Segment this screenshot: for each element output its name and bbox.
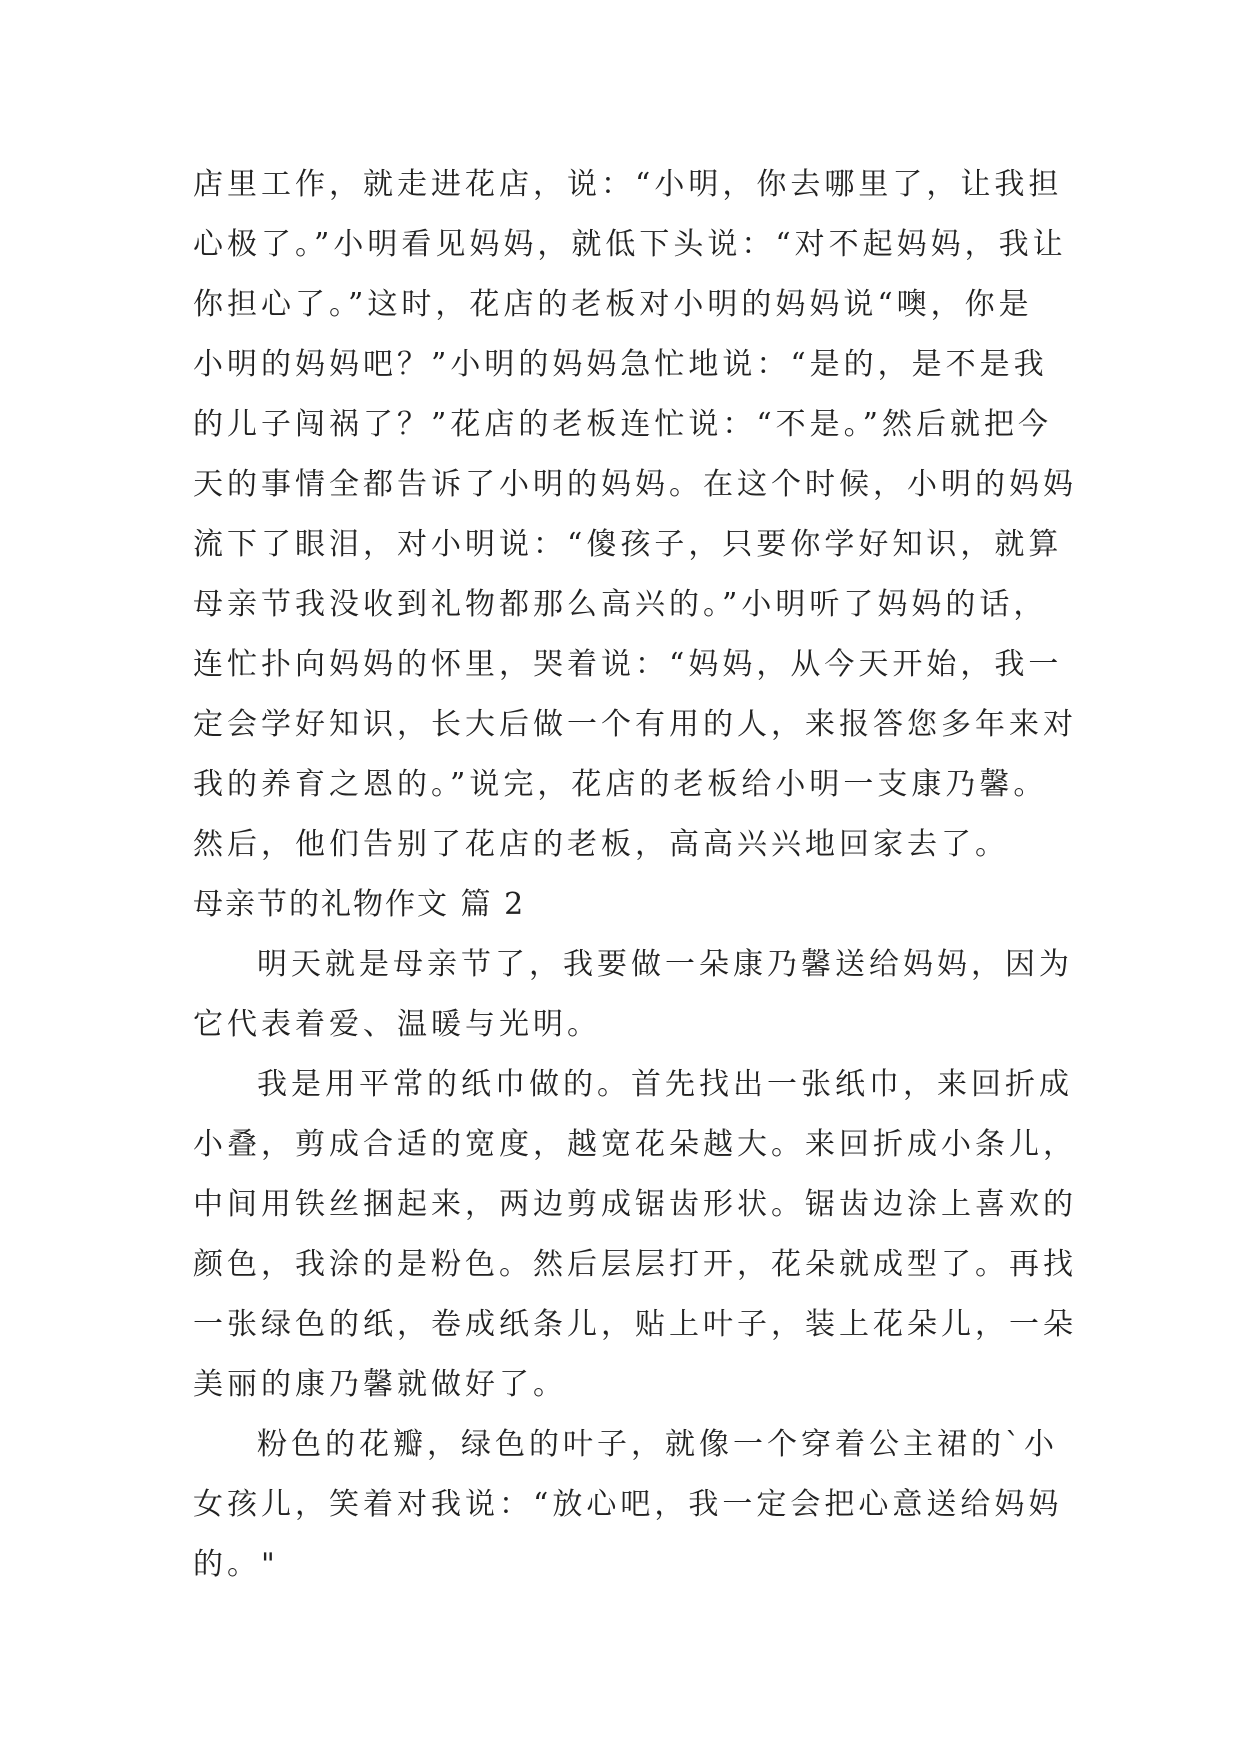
text-line: 中间用铁丝捆起来，两边剪成锯齿形状。锯齿边涂上喜欢的 <box>193 1187 1077 1222</box>
text-line: 我是用平常的纸巾做的。首先找出一张纸巾，来回折成 <box>257 1067 1073 1102</box>
text-line: 美丽的康乃馨就做好了。 <box>193 1367 567 1402</box>
text-line: 颜色，我涂的是粉色。然后层层打开，花朵就成型了。再找 <box>193 1247 1077 1282</box>
text-line: 流下了眼泪，对小明说：“傻孩子，只要你学好知识，就算 <box>193 527 1063 562</box>
paragraph-how-made <box>193 1055 1077 1415</box>
text-line: 的儿子闯祸了？”花店的老板连忙说：“不是。”然后就把今 <box>193 407 1053 442</box>
text-line: 连忙扑向妈妈的怀里，哭着说：“妈妈，从今天开始，我一 <box>193 647 1063 682</box>
paragraph-story-continuation <box>193 155 1077 875</box>
text-line: 粉色的花瓣，绿色的叶子，就像一个穿着公主裙的`小 <box>257 1427 1058 1462</box>
text-line: 天的事情全都告诉了小明的妈妈。在这个时候，小明的妈妈 <box>193 467 1077 502</box>
text-line: 它代表着爱、温暖与光明。 <box>193 1007 601 1042</box>
paragraph-description <box>193 1415 1063 1595</box>
text-line: 你担心了。”这时，花店的老板对小明的妈妈说“噢，你是 <box>193 287 1033 322</box>
text-line: 明天就是母亲节了，我要做一朵康乃馨送给妈妈，因为 <box>257 947 1073 982</box>
text-line: 心极了。”小明看见妈妈，就低下头说：“对不起妈妈，我让 <box>193 227 1067 262</box>
text-line: 的。" <box>193 1547 279 1582</box>
text-line: 一张绿色的纸，卷成纸条儿，贴上叶子，装上花朵儿，一朵 <box>193 1307 1077 1342</box>
text-line: 小明的妈妈吧？”小明的妈妈急忙地说：“是的，是不是我 <box>193 347 1048 382</box>
text-line: 女孩儿，笑着对我说：“放心吧，我一定会把心意送给妈妈 <box>193 1487 1063 1522</box>
text-line: 定会学好知识，长大后做一个有用的人，来报答您多年来对 <box>193 707 1077 742</box>
text-line: 然后，他们告别了花店的老板，高高兴兴地回家去了。 <box>193 827 1009 862</box>
text-line: 小叠，剪成合适的宽度，越宽花朵越大。来回折成小条儿， <box>193 1127 1077 1162</box>
text-line: 我的养育之恩的。”说完，花店的老板给小明一支康乃馨。 <box>193 767 1048 802</box>
text-line: 母亲节我没收到礼物都那么高兴的。”小明听了妈妈的话， <box>193 587 1048 622</box>
document-body <box>193 155 1077 1595</box>
section-heading: 母亲节的礼物作文 篇 2 <box>193 887 526 922</box>
paragraph-intro <box>193 935 1073 1055</box>
text-line: 店里工作，就走进花店，说：“小明，你去哪里了，让我担 <box>193 167 1063 202</box>
